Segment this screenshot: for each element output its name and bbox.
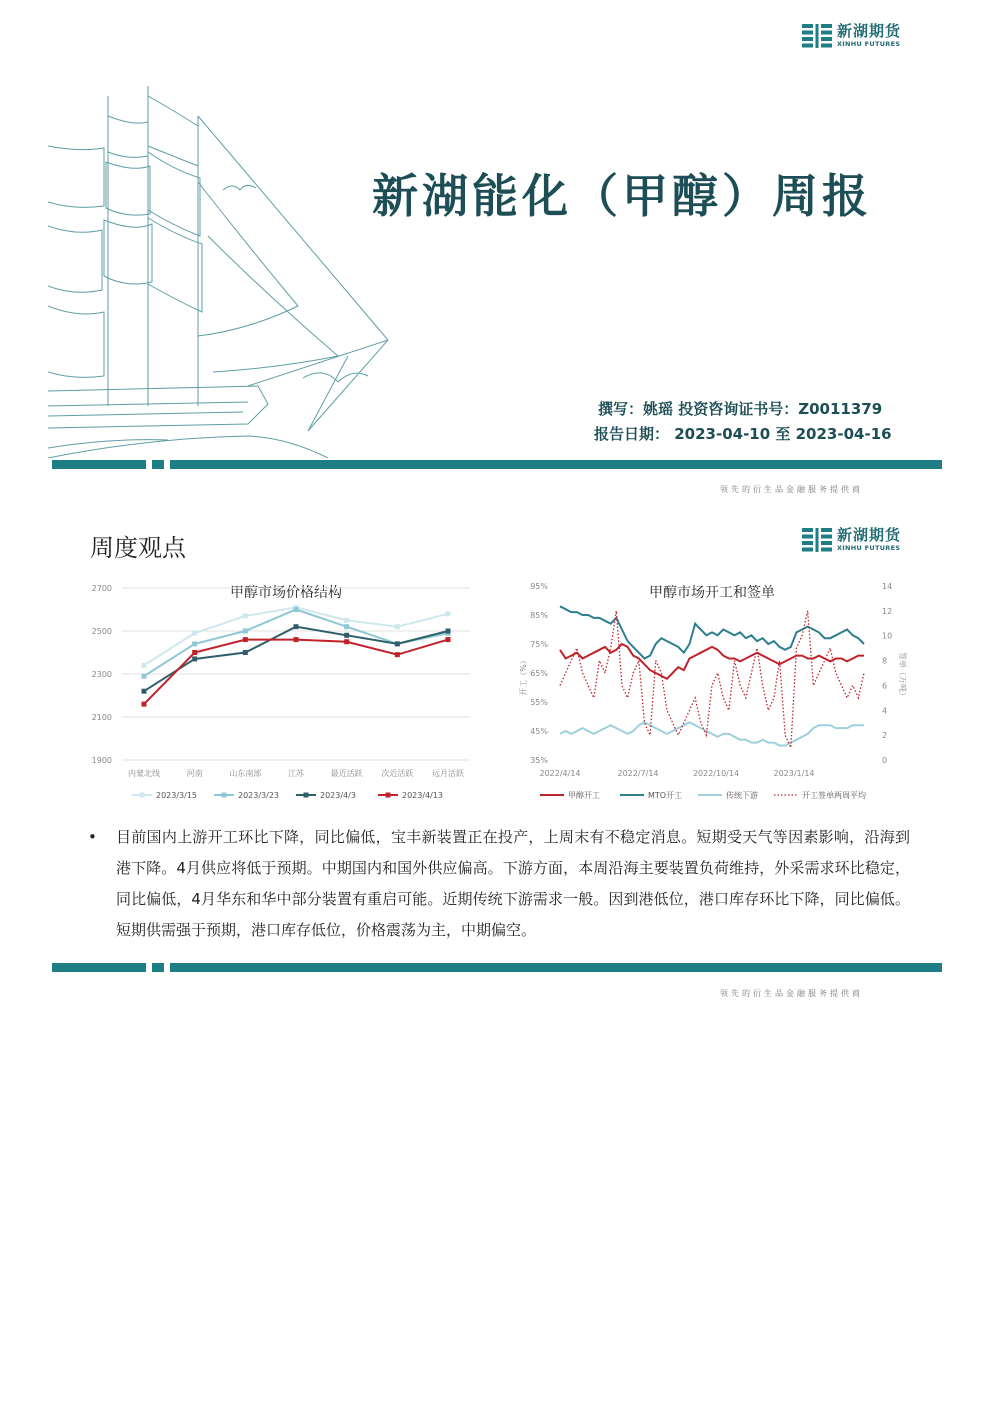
footer-divider-band-long <box>170 963 942 972</box>
y2-tick-label: 2 <box>882 731 888 741</box>
xinhu-logo-icon <box>802 24 832 48</box>
header-divider-band <box>52 460 146 469</box>
operating-rate-orders-chart <box>512 576 912 804</box>
y-tick-label: 45% <box>530 727 548 736</box>
legend-marker <box>304 793 309 798</box>
brand-logo-secondary <box>802 528 901 552</box>
header-divider-band-long <box>170 460 942 469</box>
report-date-line: 报告日期： 2023-04-10 至 2023-04-16 <box>594 425 892 443</box>
series-line <box>560 606 864 658</box>
legend-label: 甲醇开工 <box>568 791 600 800</box>
legend-marker <box>386 793 391 798</box>
data-point <box>344 624 349 629</box>
x-tick-label: 2023/1/14 <box>773 769 815 778</box>
y-tick-label: 2500 <box>91 627 112 636</box>
data-point <box>142 702 147 707</box>
legend-marker <box>140 793 145 798</box>
y-tick-label: 2100 <box>91 713 112 722</box>
y-tick-label: 85% <box>530 611 548 620</box>
brand-name-en: XINHU FUTURES <box>837 40 901 49</box>
data-point <box>344 633 349 638</box>
y2-tick-label: 14 <box>882 582 893 591</box>
summary-paragraph: 目前国内上游开工环比下降，同比偏低，宝丰新装置正在投产，上周末有不稳定消息。短期受天气等因素影响，沿海到港下降。4月供应将低于预期。中期国内和国外供应偏高。下游方面，本周沿海主要装置负荷维持，外采需求环比稳定，同比偏低，4月华东和华中部分装置有重启可能。近期传统下游需求一般。因到港低位，港口库存环比下降，同比偏低。短期供需强于预期，港口库存低位，价格震荡为主，中期偏空。 <box>116 828 910 939</box>
x-tick-label: 2022/7/14 <box>617 769 659 778</box>
x-tick-label: 次近活跃 <box>381 769 414 778</box>
y-tick-label: 2700 <box>91 584 112 593</box>
y2-tick-label: 10 <box>882 631 893 641</box>
data-point <box>294 607 299 612</box>
legend-label: 2023/3/23 <box>238 791 280 800</box>
data-point <box>446 629 451 634</box>
y-tick-label: 75% <box>530 640 548 649</box>
data-point <box>243 637 248 642</box>
summary-block <box>88 822 910 946</box>
x-tick-label: 山东南部 <box>229 769 262 778</box>
data-point <box>294 637 299 642</box>
data-point <box>192 656 197 661</box>
legend-marker <box>222 793 227 798</box>
report-title: 新湖能化（甲醇）周报 <box>372 169 872 223</box>
data-point <box>243 629 248 634</box>
x-tick-label: 最近活跃 <box>330 769 363 778</box>
price-structure-chart <box>86 576 484 804</box>
x-tick-label: 内蒙北线 <box>128 769 160 778</box>
xinhu-logo-icon <box>802 528 832 552</box>
y-tick-label: 2300 <box>91 670 112 679</box>
y2-tick-label: 0 <box>882 756 888 765</box>
slogan-text: 领先的衍生品金融服务提供商 <box>720 485 863 494</box>
chart-title: 甲醇市场开工和签单 <box>649 585 775 601</box>
x-tick-label: 江苏 <box>288 769 304 778</box>
data-point <box>142 674 147 679</box>
legend-label: 2023/4/13 <box>402 791 444 800</box>
footer-divider-band <box>52 963 146 972</box>
brand-name-cn: 新湖期货 <box>837 526 902 545</box>
y-tick-label: 95% <box>530 582 548 591</box>
y2-tick-label: 6 <box>882 681 888 691</box>
data-point <box>446 611 451 616</box>
x-tick-label: 2022/4/14 <box>539 769 581 778</box>
data-point <box>294 624 299 629</box>
data-point <box>243 650 248 655</box>
data-point <box>243 613 248 618</box>
data-point <box>446 637 451 642</box>
data-point <box>395 624 400 629</box>
y2-tick-label: 4 <box>882 706 888 716</box>
divider-square <box>152 460 164 469</box>
y-tick-label: 55% <box>530 698 548 707</box>
series-line <box>144 640 448 705</box>
series-line <box>560 722 864 745</box>
divider-square <box>152 963 164 972</box>
data-point <box>142 663 147 668</box>
chart-title: 甲醇市场价格结构 <box>230 585 342 601</box>
x-tick-label: 远月活跃 <box>432 769 464 778</box>
data-point <box>142 689 147 694</box>
y2-axis-label: 签单（万吨） <box>898 652 907 700</box>
data-point <box>192 650 197 655</box>
y2-tick-label: 8 <box>882 656 888 666</box>
sailing-ship-illustration <box>48 86 408 458</box>
data-point <box>344 618 349 623</box>
y-tick-label: 65% <box>530 669 548 678</box>
x-tick-label: 河南 <box>186 769 203 778</box>
legend-label: 2023/4/3 <box>320 791 356 800</box>
data-point <box>395 652 400 657</box>
x-tick-label: 2022/10/14 <box>692 769 740 778</box>
data-point <box>192 631 197 636</box>
data-point <box>395 641 400 646</box>
y-tick-label: 1900 <box>91 756 112 765</box>
y-tick-label: 35% <box>530 756 548 765</box>
legend-label: 开工签单两周平均 <box>802 791 866 800</box>
brand-name-cn: 新湖期货 <box>837 22 902 41</box>
y2-tick-label: 12 <box>882 606 893 616</box>
legend-label: 2023/3/15 <box>156 791 198 800</box>
legend-label: MTO开工 <box>648 791 683 800</box>
data-point <box>192 641 197 646</box>
data-point <box>344 639 349 644</box>
author-line: 撰写：姚瑶 投资咨询证书号：Z0011379 <box>598 400 883 418</box>
slogan-text: 领先的衍生品金融服务提供商 <box>720 989 863 998</box>
section-title: 周度观点 <box>90 534 186 562</box>
legend-label: 传统下游 <box>726 791 758 800</box>
brand-logo <box>802 24 901 48</box>
series-line <box>560 644 864 679</box>
y-axis-label: 开工（%） <box>519 656 528 696</box>
brand-name-en: XINHU FUTURES <box>837 544 901 553</box>
bullet-icon: • <box>88 828 97 846</box>
